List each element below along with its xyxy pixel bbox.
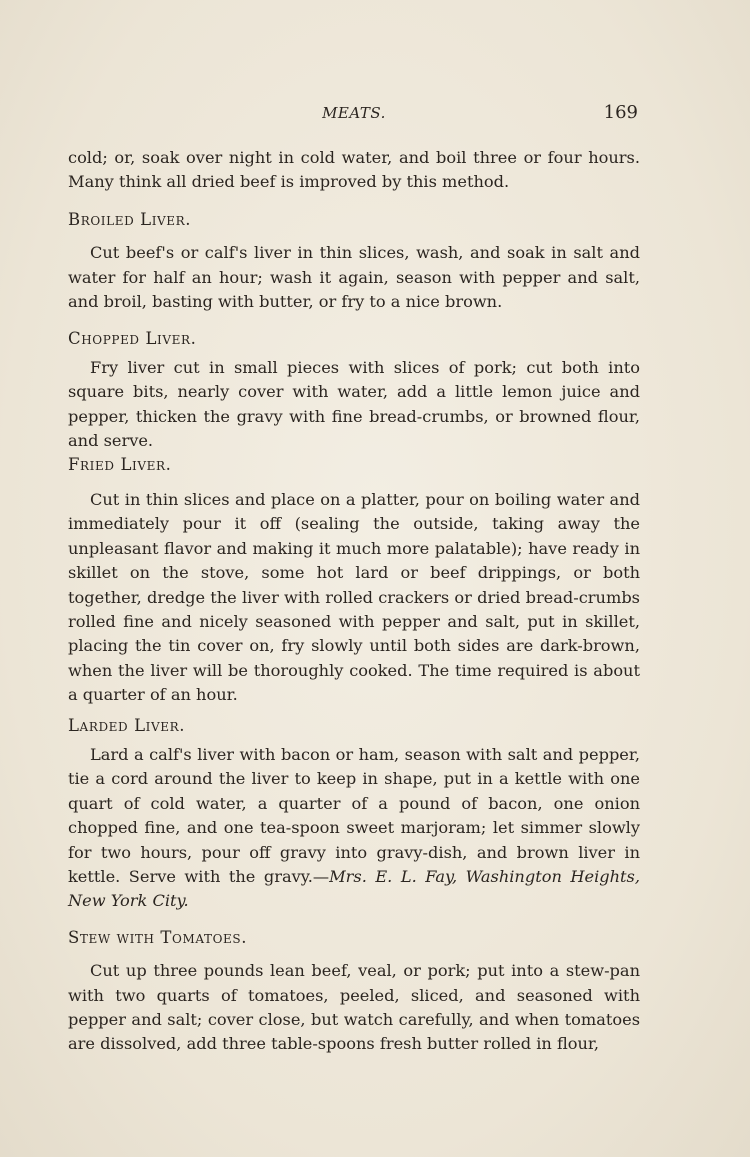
heading-fried-liver: Fried Liver. bbox=[68, 455, 172, 475]
book-page bbox=[68, 100, 640, 1057]
intro-paragraph: cold; or, soak over night in cold water, and boil three or four hours. Many think all dried beef is improved by this method. bbox=[68, 148, 640, 192]
stew-paragraph: Cut up three pounds lean beef, veal, or pork; put into a stew-pan with two quarts of tomatoes, peeled, sliced, and seasoned with pepper and salt; cover close, but watch carefully, and when tomatoes are dissolved, add three table-spoons fresh butter rolled in flour, bbox=[68, 961, 640, 1054]
heading-chopped-liver: Chopped Liver. bbox=[68, 329, 197, 349]
chopped-liver-paragraph: Fry liver cut in small pieces with slices of pork; cut both into square bits, nearly cover with water, add a little lemon juice and pepper, thicken the gravy with fine bread-crumbs, or browned flour, and serve. bbox=[68, 357, 640, 451]
heading-stew-with-tomatoes: Stew with Tomatoes. bbox=[68, 927, 248, 947]
larded-liver-text: Lard a calf's liver with bacon or ham, season with salt and pepper, tie a cord around the liver to keep in shape, put in a kettle with one quart of cold water, a quarter of a pound of bacon, one onion chopped fine, and one tea-spoon sweet marjoram; let simmer slowly for two hours, pour off gravy into gravy-dish, and brown liver in kettle. Serve with the gravy.— bbox=[68, 744, 640, 886]
running-title: MEATS. bbox=[322, 104, 386, 122]
page-number: 169 bbox=[603, 102, 638, 123]
larded-liver-attribution: Mrs. E. L. Fay, Washington Heights, New York City. bbox=[68, 866, 640, 911]
page-header bbox=[68, 100, 640, 134]
broiled-liver-paragraph: Cut beef's or calf's liver in thin slices, wash, and soak in salt and water for half an hour; wash it again, season with pepper and salt, and broil, basting with butter, or fry to a nice brown. bbox=[68, 243, 640, 312]
fried-liver-paragraph: Cut in thin slices and place on a platter, pour on boiling water and immediately pour it off (sealing the outside, taking away the unpleasant flavor and making it much more palatable); have ready in skillet on the stove, some hot lard or beef drippings, or both together, dredge the liver with rolled crackers or dried bread-crumbs rolled fine and nicely seasoned with pepper and salt, put in skillet, placing the tin cover on, fry slowly until both sides are dark-brown, when the liver will be thoroughly cooked. The time required is about a quarter of an hour. bbox=[68, 489, 640, 705]
larded-liver-paragraph bbox=[68, 743, 640, 914]
heading-larded-liver: Larded Liver. bbox=[68, 715, 186, 735]
heading-broiled-liver: Broiled Liver. bbox=[68, 209, 192, 229]
